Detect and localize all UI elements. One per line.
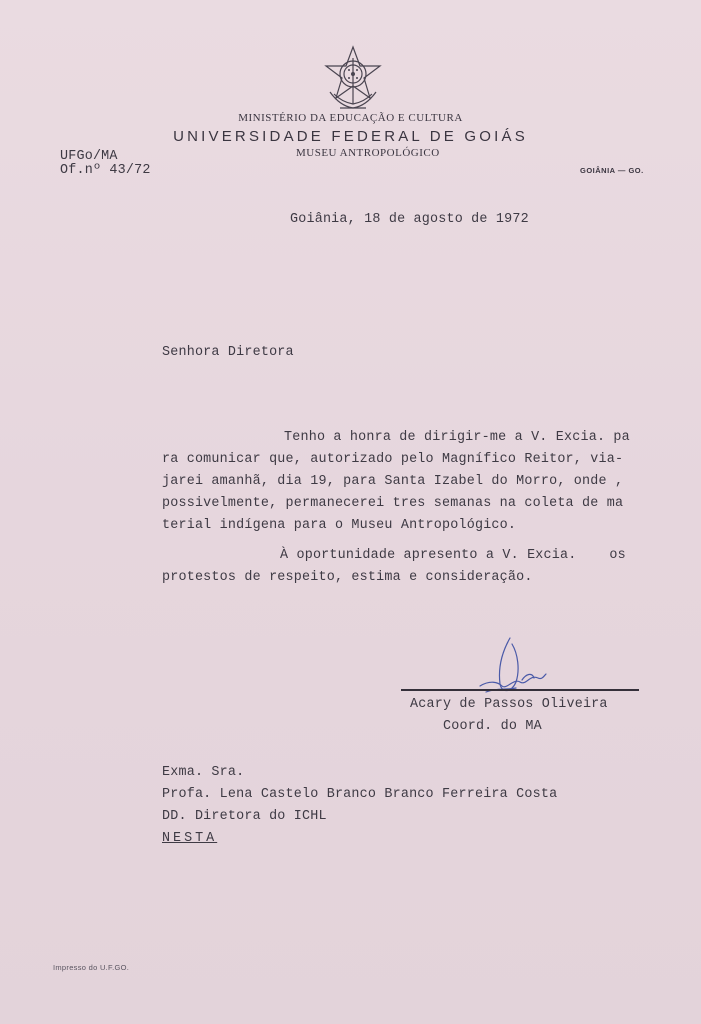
signature-line [401,689,639,691]
signatory-name: Acary de Passos Oliveira [410,697,608,712]
body-line: Tenho a honra de dirigir-me a V. Excia. pa [284,430,630,445]
body-line: jarei amanhã, dia 19, para Santa Izabel do Morro, onde , [162,474,624,489]
body-line: ra comunicar que, autorizado pelo Magnífico Reitor, via- [162,452,624,467]
recipient-line: DD. Diretora do ICHL [162,809,327,824]
coat-of-arms-icon [320,44,386,112]
museum-heading: MUSEU ANTROPOLÓGICO [296,147,440,159]
body-line: terial indígena para o Museu Antropológico. [162,518,517,533]
body-paragraph-1 [162,427,640,537]
letter-date: Goiânia, 18 de agosto de 1972 [290,212,529,227]
ministry-heading: MINISTÉRIO DA EDUCAÇÃO E CULTURA [238,112,463,124]
body-line: protestos de respeito, estima e consideração. [162,570,533,585]
salutation: Senhora Diretora [162,345,294,360]
recipient-block [162,762,557,850]
letterhead-city: GOIÂNIA — GO. [580,166,644,175]
recipient-line: Profa. Lena Castelo Branco Branco Ferreira Costa [162,787,558,802]
reference-code: UFGo/MA [60,149,118,164]
printer-note: Impresso do U.F.GO. [53,963,130,972]
body-line: possivelmente, permanecerei tres semanas na coleta de ma [162,496,624,511]
signatory-title: Coord. do MA [443,719,542,734]
body-line: À oportunidade apresento a V. Excia. os [280,548,626,563]
body-paragraph-2 [162,545,640,589]
university-heading: UNIVERSIDADE FEDERAL DE GOIÁS [173,128,528,145]
recipient-line: Exma. Sra. [162,765,245,780]
recipient-location: NESTA [162,831,218,846]
office-number: Of.nº 43/72 [60,163,151,178]
